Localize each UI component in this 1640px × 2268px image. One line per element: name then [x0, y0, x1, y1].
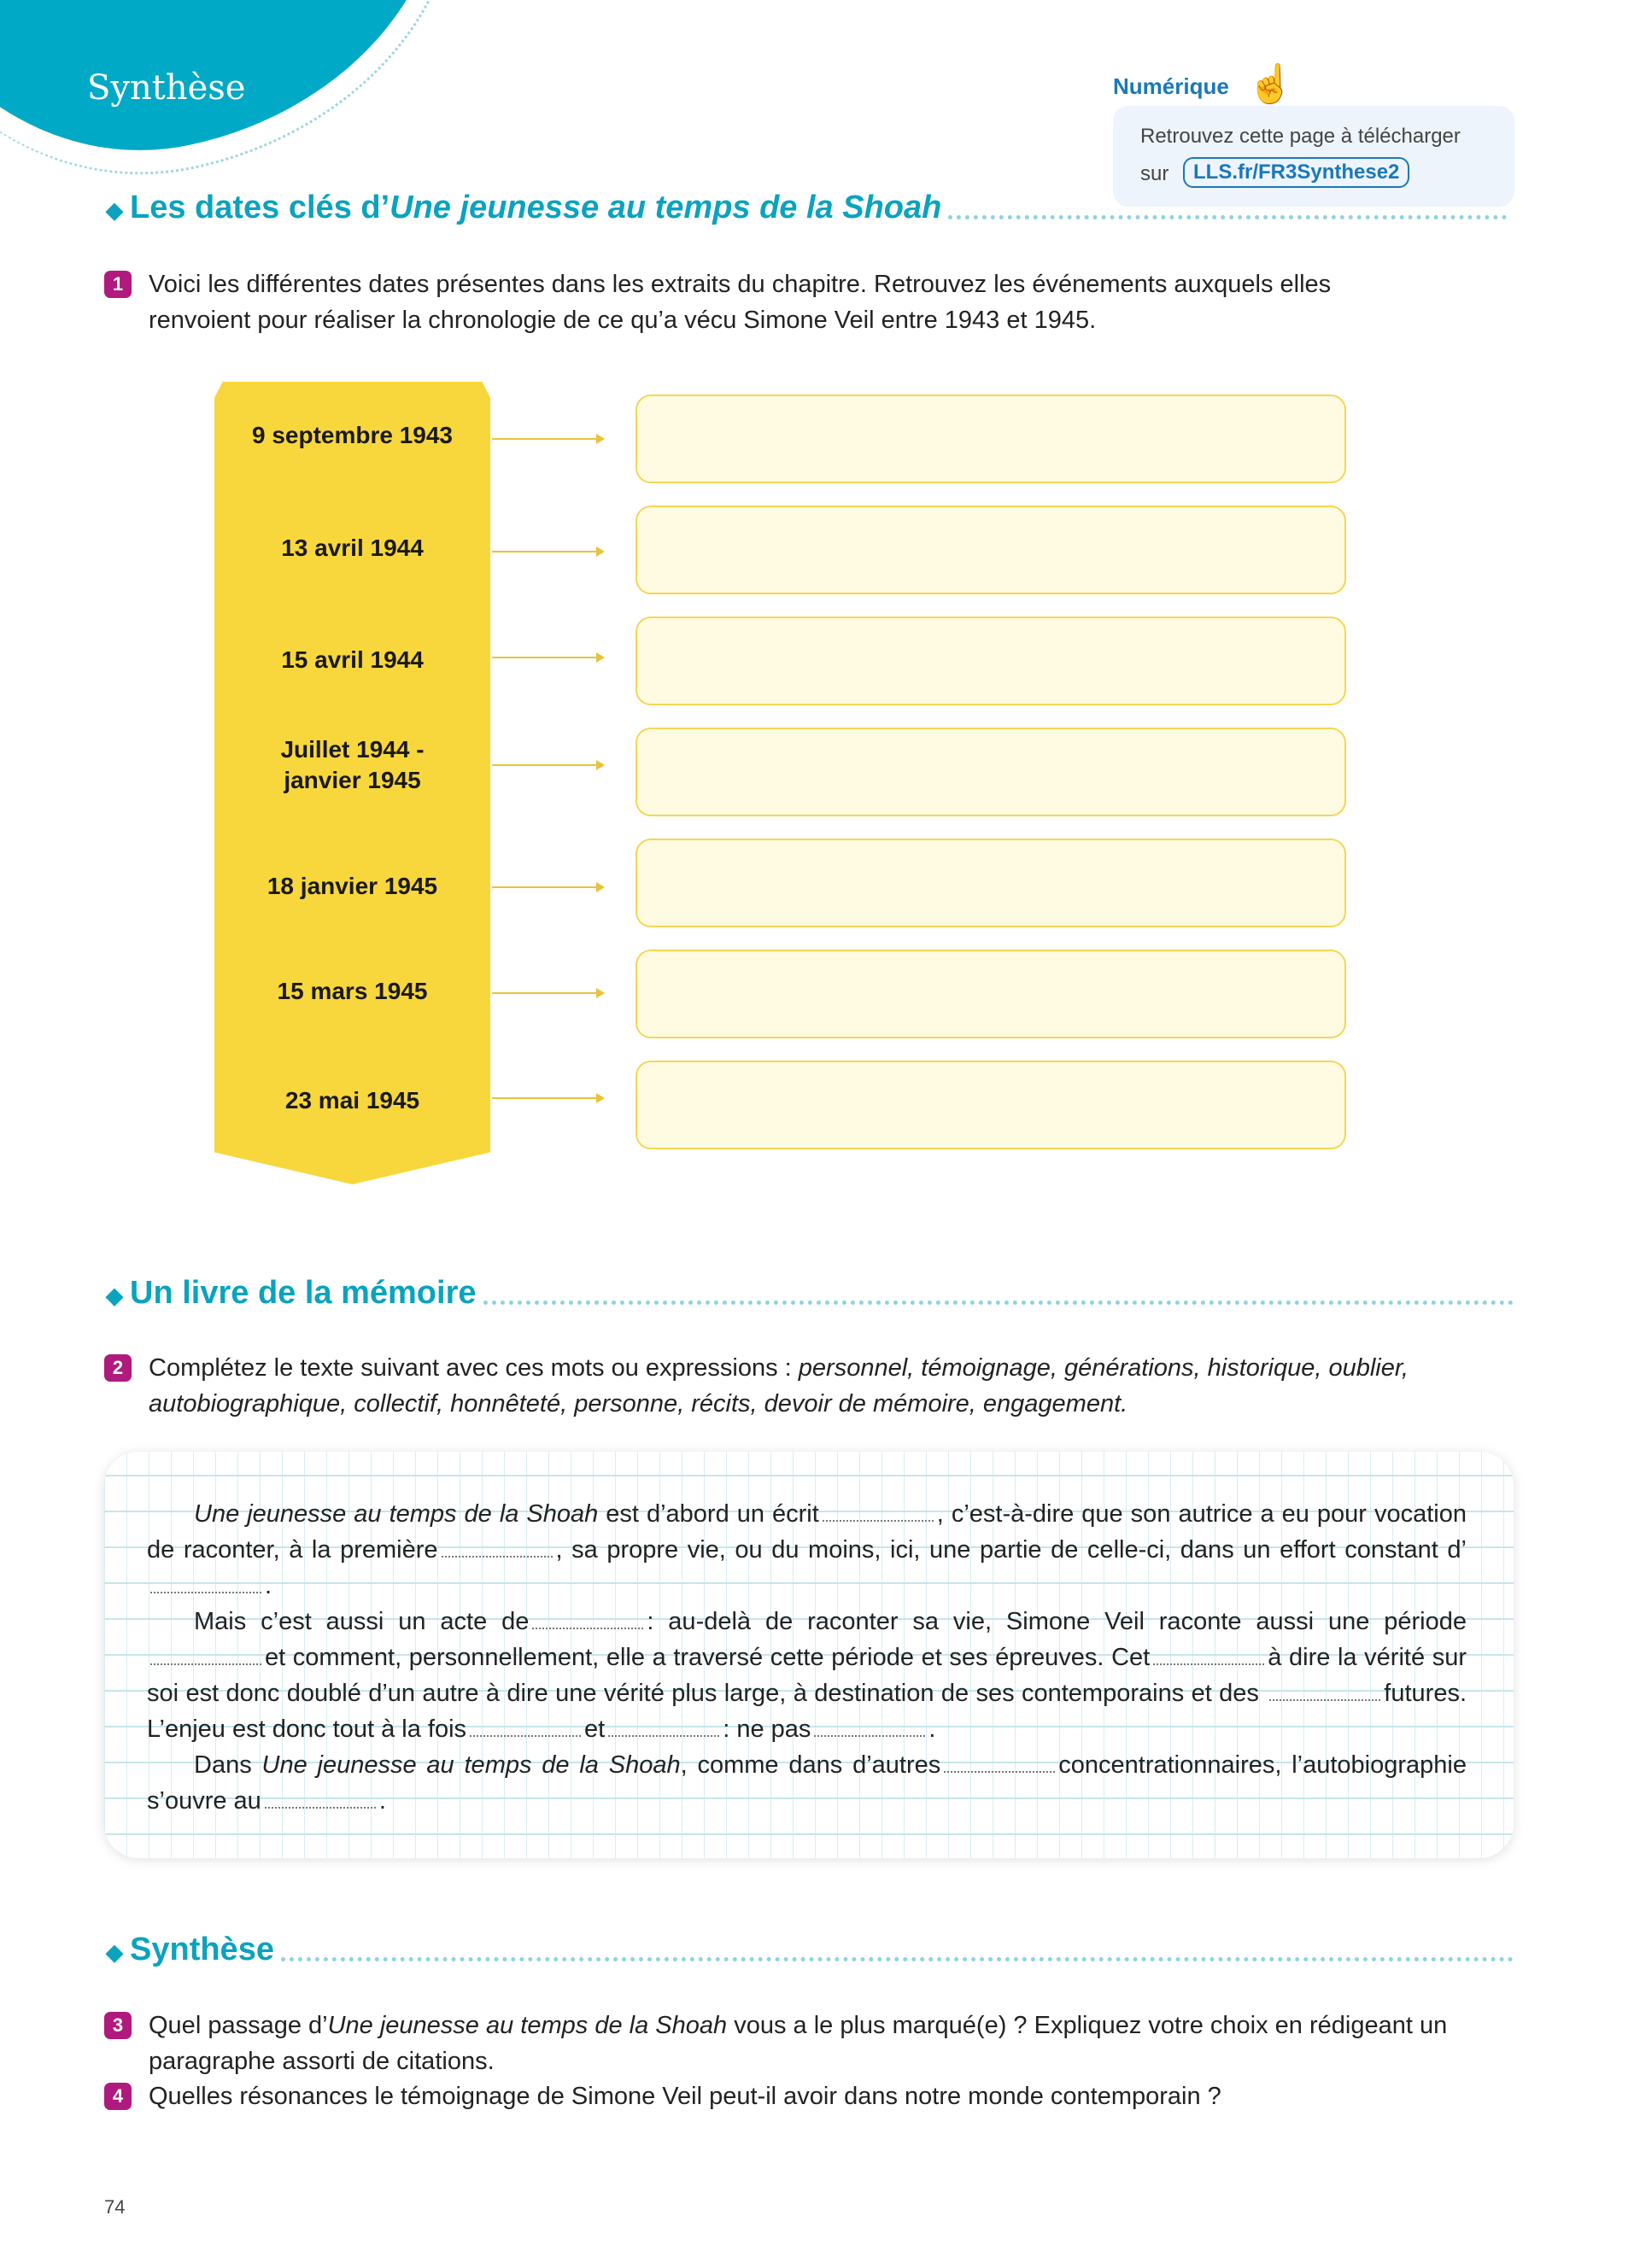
- text: .: [265, 1572, 272, 1599]
- diamond-icon: ◆: [106, 1283, 123, 1308]
- event-answer-box[interactable]: [636, 950, 1346, 1038]
- timeline-date: 15 mars 1945: [277, 978, 428, 1004]
- heading-italic: Une jeunesse au temps de la Shoah: [390, 190, 942, 225]
- text: , sa propre vie, ou du moins, ici, une partie de celle-ci, dans un effort constant d’: [555, 1536, 1467, 1564]
- numerique-sur: sur: [1140, 162, 1169, 185]
- dotted-rule: [281, 1957, 1514, 1961]
- section-label: Synthèse: [87, 68, 246, 108]
- timeline-date: 9 septembre 1943: [251, 422, 454, 448]
- download-link[interactable]: LLS.fr/FR3Synthese2: [1183, 157, 1409, 188]
- blank-field[interactable]: [1269, 1687, 1380, 1701]
- arrow-icon: [492, 886, 603, 888]
- blank-field[interactable]: [150, 1580, 261, 1593]
- blank-field[interactable]: [944, 1759, 1055, 1773]
- diamond-icon: ◆: [106, 197, 123, 223]
- pointing-hand-icon: ☝: [1247, 63, 1294, 105]
- event-answer-box[interactable]: [636, 728, 1346, 816]
- fill-in-text: [147, 1496, 1467, 1819]
- text: Dans: [194, 1751, 262, 1779]
- question-text: Quel passage d’: [149, 2012, 328, 2039]
- text: et comment, personnellement, elle a traversé cette période et ses épreuves. Cet: [265, 1644, 1151, 1671]
- text: : au-delà de raconter sa vie, Simone Veil raconte aussi une période: [647, 1608, 1467, 1635]
- arrow-icon: [492, 1097, 603, 1099]
- event-answer-box[interactable]: [636, 1061, 1346, 1149]
- heading-text: Les dates clés d’: [130, 190, 390, 225]
- book-title: Une jeunesse au temps de la Shoah: [194, 1500, 599, 1528]
- arrow-icon: [492, 657, 603, 658]
- text: .: [928, 1716, 936, 1743]
- word-list: personnel, témoignage, générations, historique, oublier, autobiographique, collectif, honnêteté, personne, récits, devoir de mémoire, engagement.: [149, 1354, 1409, 1418]
- blank-field[interactable]: [442, 1544, 553, 1558]
- text: et: [584, 1716, 606, 1743]
- text: à dire la vérité sur soi est donc doublé d’un autre à dire une vérité plus large, à destination de ses contemporains et des: [147, 1644, 1467, 1707]
- paragraph: [147, 1496, 1467, 1604]
- blank-field[interactable]: [814, 1723, 925, 1737]
- book-title: Une jeunesse au temps de la Shoah: [327, 2012, 728, 2039]
- paragraph: [147, 1747, 1467, 1819]
- question-text: Complétez le texte suivant avec ces mots ou expressions :: [149, 1354, 799, 1382]
- question-text: vous a le plus marqué(e) ? Expliquez votre choix en rédigeant un paragraphe assorti de citations.: [149, 2012, 1448, 2075]
- arrow-icon: [492, 438, 603, 440]
- heading-text: Un livre de la mémoire: [130, 1275, 477, 1311]
- timeline-date: 18 janvier 1945: [266, 873, 438, 899]
- arrow-icon: [492, 764, 603, 766]
- dotted-rule: [483, 1301, 1514, 1305]
- event-answer-box[interactable]: [636, 506, 1346, 594]
- event-answer-box[interactable]: [636, 395, 1346, 483]
- question-text: Voici les différentes dates présentes dans les extraits du chapitre. Retrouvez les événements auxquels elles renvoient pour réaliser la chronologie de ce qu’a vécu Simone Veil entre 1943 et 1945.: [149, 271, 1332, 334]
- text: .: [378, 1787, 386, 1815]
- timeline-date: 15 avril 1944: [281, 646, 424, 673]
- question-number-badge: 3: [104, 2012, 132, 2039]
- blank-field[interactable]: [823, 1508, 934, 1522]
- timeline-date: 13 avril 1944: [281, 535, 424, 561]
- dotted-rule: [948, 215, 1507, 219]
- arrow-icon: [492, 992, 603, 994]
- section-heading-synthese: [106, 1932, 1514, 1968]
- event-answer-box[interactable]: [636, 839, 1346, 927]
- timeline-date: 23 mai 1945: [284, 1087, 420, 1114]
- numerique-label: Numérique: [1113, 73, 1229, 99]
- section-heading-dates: [106, 190, 1507, 226]
- event-answer-box[interactable]: [636, 617, 1346, 705]
- section-heading-memoire: [106, 1275, 1514, 1312]
- question-3: [112, 2008, 1515, 2079]
- book-title: Une jeunesse au temps de la Shoah: [261, 1751, 681, 1779]
- page-number: 74: [104, 2196, 126, 2218]
- text: , c’est-à-dire que son autrice a eu pour vocation de raconter, à la première: [147, 1500, 1467, 1564]
- text: futures. L’enjeu est donc tout à la fois: [147, 1680, 1467, 1743]
- text: Mais c’est aussi un acte de: [194, 1608, 530, 1635]
- paragraph: [147, 1604, 1467, 1747]
- diamond-icon: ◆: [106, 1939, 123, 1965]
- question-text: Quelles résonances le témoignage de Simone Veil peut-il avoir dans notre monde contemporain ?: [149, 2083, 1221, 2110]
- text: , comme dans d’autres: [680, 1751, 941, 1779]
- timeline-date: Juillet 1944 - janvier 1945: [280, 736, 425, 793]
- question-number-badge: 4: [104, 2083, 132, 2110]
- text: est d’abord un écrit: [598, 1500, 819, 1528]
- question-number-badge: 2: [104, 1354, 132, 1382]
- blank-field[interactable]: [265, 1795, 376, 1809]
- text: : ne pas: [723, 1716, 811, 1743]
- arrow-icon: [492, 551, 603, 552]
- blank-field[interactable]: [150, 1651, 261, 1665]
- blank-field[interactable]: [608, 1723, 719, 1737]
- numerique-text: Retrouvez cette page à télécharger: [1140, 125, 1461, 148]
- blank-field[interactable]: [532, 1616, 643, 1629]
- question-2: [112, 1350, 1515, 1422]
- question-number-badge: 1: [104, 271, 132, 298]
- heading-text: Synthèse: [130, 1932, 274, 1967]
- blank-field[interactable]: [470, 1723, 581, 1737]
- question-4: [112, 2078, 1515, 2114]
- question-1: [112, 266, 1430, 338]
- text: concentrationnaires, l’autobiographie s’ouvre au: [147, 1751, 1467, 1815]
- blank-field[interactable]: [1153, 1651, 1264, 1665]
